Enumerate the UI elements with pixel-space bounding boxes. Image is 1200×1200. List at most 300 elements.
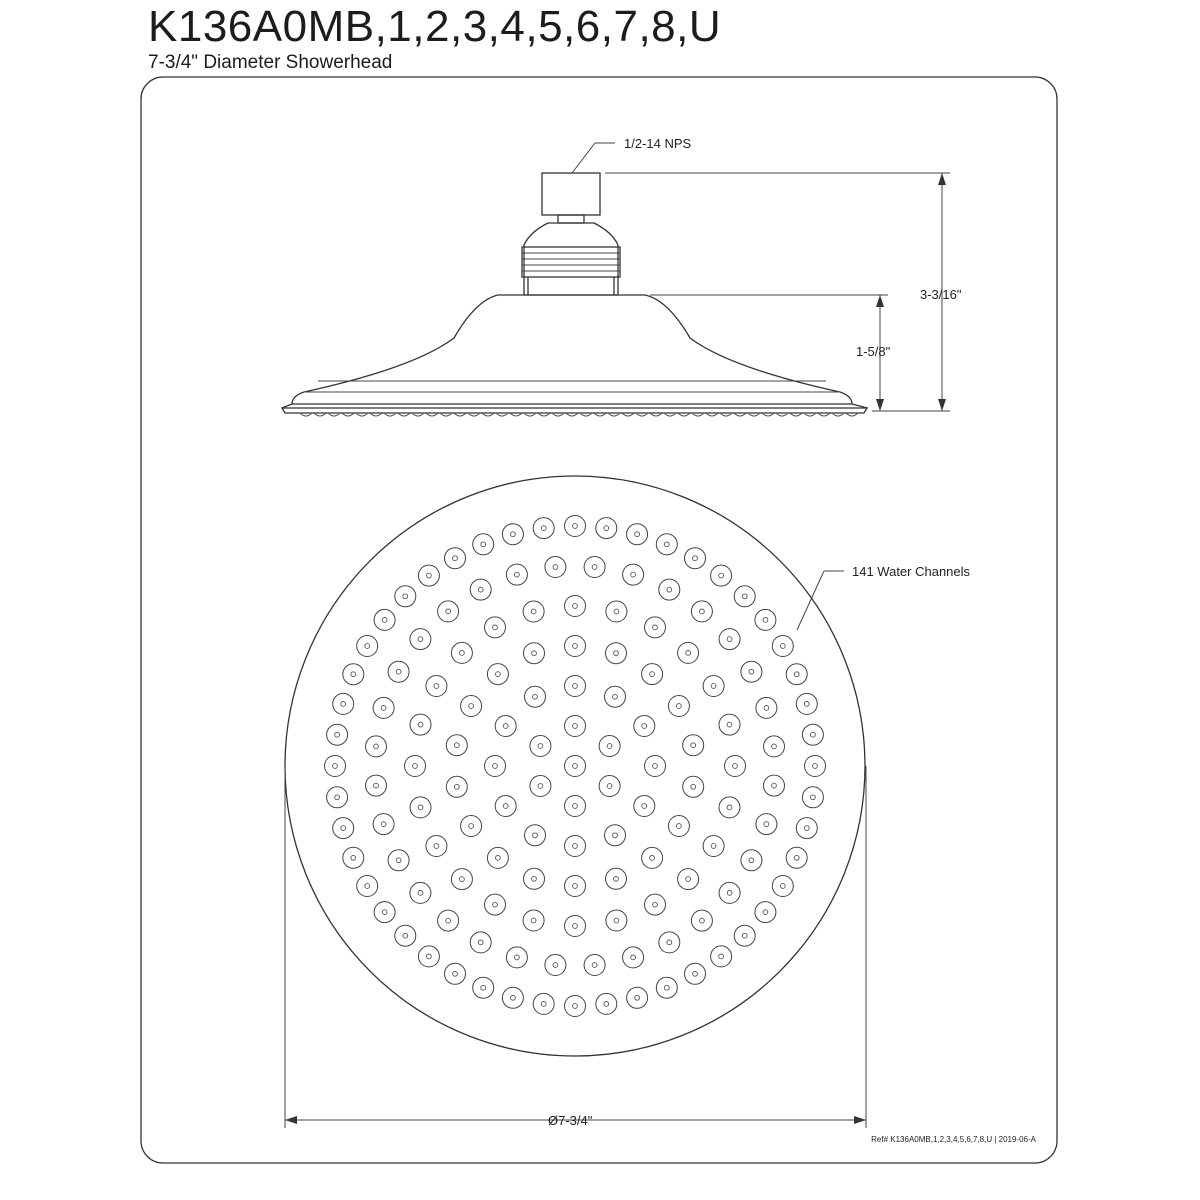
water-channel-nozzle <box>811 732 816 737</box>
water-channel-hole <box>533 993 554 1014</box>
water-channel-hole <box>495 796 516 817</box>
water-channel-hole <box>410 882 431 903</box>
water-channel-nozzle <box>749 858 754 863</box>
face-plate <box>282 408 867 413</box>
water-channel-nozzle <box>691 743 696 748</box>
water-channel-nozzle <box>469 704 474 709</box>
water-channel-hole <box>685 548 706 569</box>
water-channel-hole <box>565 716 586 737</box>
water-channel-nozzle <box>460 877 465 882</box>
water-channel-nozzle <box>418 722 423 727</box>
water-channel-nozzle <box>453 556 458 561</box>
water-channel-nozzle <box>653 764 658 769</box>
water-channel-hole <box>461 816 482 837</box>
water-channel-hole <box>606 910 627 931</box>
water-channel-nozzle <box>719 573 724 578</box>
water-channel-nozzle <box>686 651 691 656</box>
total-height-dimension <box>605 173 962 411</box>
water-channel-nozzle <box>642 724 647 729</box>
water-channel-nozzle <box>727 805 732 810</box>
water-channel-hole <box>333 693 354 714</box>
water-channel-nozzle <box>478 940 483 945</box>
water-channel-nozzle <box>573 884 578 889</box>
water-channel-hole <box>634 716 655 737</box>
water-channel-hole <box>418 565 439 586</box>
connector-collar <box>558 215 584 223</box>
water-channel-hole <box>741 661 762 682</box>
water-channel-hole <box>678 869 699 890</box>
water-channel-nozzle <box>418 637 423 642</box>
water-channel-nozzle <box>553 963 558 968</box>
water-channel-nozzle <box>727 722 732 727</box>
water-channel-hole <box>388 661 409 682</box>
water-channel-hole <box>703 836 724 857</box>
water-channel-nozzle <box>573 724 578 729</box>
water-channel-nozzle <box>533 694 538 699</box>
water-channel-nozzle <box>780 644 785 649</box>
water-channel-hole <box>445 548 466 569</box>
water-channel-hole <box>605 686 626 707</box>
water-channel-nozzle <box>631 955 636 960</box>
water-channel-nozzle <box>614 609 619 614</box>
water-channel-hole <box>683 735 704 756</box>
water-channel-hole <box>565 916 586 937</box>
water-channel-nozzle <box>635 995 640 1000</box>
water-channel-hole <box>445 963 466 984</box>
water-channel-nozzle <box>453 971 458 976</box>
water-channel-nozzle <box>719 954 724 959</box>
water-channel-nozzle <box>573 924 578 929</box>
water-channel-hole <box>461 696 482 717</box>
water-channel-hole <box>719 629 740 650</box>
water-channel-nozzle <box>351 855 356 860</box>
water-channel-nozzle <box>381 822 386 827</box>
water-channel-hole <box>623 564 644 585</box>
water-channel-nozzle <box>573 804 578 809</box>
water-channel-nozzle <box>434 684 439 689</box>
water-channel-nozzle <box>478 587 483 592</box>
water-channel-hole <box>606 868 627 889</box>
water-channel-hole <box>691 601 712 622</box>
water-channel-hole <box>410 714 431 735</box>
water-channel-hole <box>418 946 439 967</box>
water-channel-hole <box>659 579 680 600</box>
water-channel-hole <box>642 664 663 685</box>
water-channel-nozzle <box>403 933 408 938</box>
water-channel-nozzle <box>531 609 536 614</box>
water-channel-nozzle <box>503 724 508 729</box>
water-channel-hole <box>374 609 395 630</box>
water-channel-hole <box>530 776 551 797</box>
water-channel-hole <box>642 847 663 868</box>
water-channel-hole <box>741 850 762 871</box>
water-channel-hole <box>485 617 506 638</box>
water-channel-nozzle <box>613 694 618 699</box>
water-channel-hole <box>388 850 409 871</box>
thread-label: 1/2-14 NPS <box>624 136 692 151</box>
water-channel-hole <box>366 775 387 796</box>
water-channel-hole <box>786 847 807 868</box>
water-channel-hole <box>373 697 394 718</box>
water-channel-nozzle <box>333 764 338 769</box>
water-channel-hole <box>343 847 364 868</box>
water-channel-hole <box>627 524 648 545</box>
water-channel-hole <box>525 825 546 846</box>
water-channel-hole <box>357 636 378 657</box>
water-channel-hole <box>584 557 605 578</box>
water-channel-nozzle <box>677 824 682 829</box>
water-channel-nozzle <box>677 704 682 709</box>
water-channel-hole <box>374 902 395 923</box>
water-channel-nozzle <box>573 524 578 529</box>
water-channel-hole <box>565 796 586 817</box>
water-channel-hole <box>438 910 459 931</box>
water-channel-nozzle <box>403 594 408 599</box>
drawing-frame <box>141 77 1057 1163</box>
water-channel-nozzle <box>573 764 578 769</box>
water-channel-nozzle <box>496 856 501 861</box>
water-channel-hole <box>734 586 755 607</box>
water-channel-nozzle <box>749 669 754 674</box>
water-channel-hole <box>523 601 544 622</box>
water-channel-hole <box>596 518 617 539</box>
water-channel-hole <box>405 756 426 777</box>
water-channel-nozzle <box>396 669 401 674</box>
water-channel-hole <box>343 664 364 685</box>
water-channel-nozzle <box>592 565 597 570</box>
water-channel-hole <box>533 518 554 539</box>
water-channel-nozzle <box>613 833 618 838</box>
water-channel-nozzle <box>604 526 609 531</box>
water-channel-nozzle <box>667 940 672 945</box>
water-channel-hole <box>485 756 506 777</box>
water-channel-nozzle <box>351 672 356 677</box>
water-channel-nozzle <box>538 744 543 749</box>
water-channel-nozzle <box>813 764 818 769</box>
water-channel-nozzle <box>573 844 578 849</box>
water-channel-nozzle <box>532 876 537 881</box>
water-channel-nozzle <box>481 542 486 547</box>
water-channel-hole <box>565 836 586 857</box>
water-channel-hole <box>734 925 755 946</box>
water-channel-hole <box>596 993 617 1014</box>
water-channel-hole <box>495 716 516 737</box>
water-channel-hole <box>410 629 431 650</box>
water-channel-nozzle <box>454 743 459 748</box>
water-channel-hole <box>565 636 586 657</box>
water-channel-nozzle <box>381 706 386 711</box>
water-channel-nozzle <box>413 764 418 769</box>
water-channel-nozzle <box>604 1002 609 1007</box>
water-channel-hole <box>656 977 677 998</box>
water-channel-nozzle <box>511 995 516 1000</box>
water-channel-nozzle <box>711 844 716 849</box>
water-channel-nozzle <box>341 702 346 707</box>
water-channel-hole <box>645 756 666 777</box>
water-channel-hole <box>366 736 387 757</box>
water-channel-hole <box>373 814 394 835</box>
water-channel-nozzle <box>804 702 809 707</box>
water-channel-nozzle <box>382 618 387 623</box>
water-channel-nozzle <box>700 918 705 923</box>
water-channel-hole <box>395 586 416 607</box>
water-channel-hole <box>645 617 666 638</box>
water-channel-nozzle <box>772 744 777 749</box>
water-channel-hole <box>530 736 551 757</box>
head-height-label: 1-5/8" <box>856 344 891 359</box>
water-channel-hole <box>584 955 605 976</box>
water-channel-hole <box>502 524 523 545</box>
water-channel-nozzle <box>650 856 655 861</box>
water-channel-nozzle <box>607 784 612 789</box>
water-channel-nozzle <box>481 985 486 990</box>
water-channel-nozzle <box>653 902 658 907</box>
water-channel-nozzle <box>335 732 340 737</box>
water-channel-hole <box>487 847 508 868</box>
water-channel-nozzle <box>642 804 647 809</box>
water-channel-nozzle <box>446 918 451 923</box>
water-channel-nozzle <box>533 833 538 838</box>
water-channel-hole <box>719 714 740 735</box>
water-channel-hole <box>426 676 447 697</box>
water-channel-hole <box>506 947 527 968</box>
water-channel-hole <box>395 925 416 946</box>
diameter-label: Ø7-3/4" <box>548 1113 593 1128</box>
model-title: K136A0MB,1,2,3,4,5,6,7,8,U <box>148 2 722 51</box>
diameter-dimension <box>285 766 866 1128</box>
water-channel-nozzle <box>592 963 597 968</box>
water-channel-hole <box>756 814 777 835</box>
water-channel-nozzle <box>804 826 809 831</box>
water-channel-nozzle <box>418 805 423 810</box>
water-channel-hole <box>599 776 620 797</box>
water-channel-hole <box>786 664 807 685</box>
water-channels <box>325 516 826 1017</box>
water-channel-hole <box>485 894 506 915</box>
water-channel-nozzle <box>541 1002 546 1007</box>
knurled-ring <box>522 247 620 277</box>
water-channel-nozzle <box>614 651 619 656</box>
water-channel-nozzle <box>742 933 747 938</box>
water-channel-nozzle <box>446 609 451 614</box>
water-channel-hole <box>645 894 666 915</box>
water-channel-nozzle <box>686 877 691 882</box>
water-channel-hole <box>451 642 472 663</box>
water-channel-nozzle <box>427 954 432 959</box>
water-channel-nozzle <box>664 985 669 990</box>
water-channel-hole <box>659 932 680 953</box>
water-channel-nozzle <box>553 565 558 570</box>
water-channel-nozzle <box>341 826 346 831</box>
water-channel-hole <box>565 676 586 697</box>
face-circle <box>285 476 865 1056</box>
water-channel-nozzle <box>727 637 732 642</box>
water-channel-nozzle <box>631 572 636 577</box>
water-channel-hole <box>796 818 817 839</box>
water-channel-hole <box>764 775 785 796</box>
water-channel-hole <box>656 534 677 555</box>
water-channel-nozzle <box>614 876 619 881</box>
water-channel-nozzle <box>794 855 799 860</box>
water-channel-hole <box>756 697 777 718</box>
water-channel-nozzle <box>693 971 698 976</box>
water-channel-nozzle <box>573 644 578 649</box>
water-channel-hole <box>685 963 706 984</box>
water-channel-hole <box>506 564 527 585</box>
water-channel-hole <box>755 902 776 923</box>
water-channel-nozzle <box>515 955 520 960</box>
water-channels-label: 141 Water Channels <box>852 564 971 579</box>
water-channel-nozzle <box>538 784 543 789</box>
water-channel-hole <box>333 818 354 839</box>
water-channel-hole <box>772 876 793 897</box>
knurl-lines <box>522 253 620 271</box>
water-channel-nozzle <box>691 784 696 789</box>
water-channel-nozzle <box>711 684 716 689</box>
water-channel-hole <box>606 601 627 622</box>
water-channel-hole <box>473 977 494 998</box>
water-channel-hole <box>523 910 544 931</box>
water-channel-nozzle <box>700 609 705 614</box>
water-channel-nozzle <box>496 672 501 677</box>
water-channel-nozzle <box>418 891 423 896</box>
water-channel-nozzle <box>794 672 799 677</box>
water-channel-nozzle <box>764 822 769 827</box>
water-channel-hole <box>525 686 546 707</box>
water-channel-nozzle <box>763 618 768 623</box>
water-channel-hole <box>545 557 566 578</box>
water-channel-nozzle <box>469 824 474 829</box>
water-channel-hole <box>599 736 620 757</box>
water-channel-nozzle <box>434 844 439 849</box>
water-channel-nozzle <box>460 651 465 656</box>
water-channel-hole <box>683 776 704 797</box>
water-channel-hole <box>438 601 459 622</box>
water-channel-hole <box>451 869 472 890</box>
water-channel-nozzle <box>532 651 537 656</box>
water-channel-nozzle <box>635 532 640 537</box>
water-channel-nozzle <box>764 706 769 711</box>
showerhead-dome <box>292 295 852 404</box>
water-channel-hole <box>325 756 346 777</box>
water-channel-hole <box>627 987 648 1008</box>
water-channel-nozzle <box>667 587 672 592</box>
water-channel-nozzle <box>365 884 370 889</box>
water-channel-hole <box>426 836 447 857</box>
water-channel-hole <box>711 946 732 967</box>
water-channel-hole <box>565 996 586 1017</box>
water-channel-hole <box>605 825 626 846</box>
water-channel-nozzle <box>541 526 546 531</box>
water-channel-hole <box>446 776 467 797</box>
water-channel-nozzle <box>427 573 432 578</box>
water-channel-nozzle <box>607 744 612 749</box>
water-channel-hole <box>703 676 724 697</box>
water-channel-hole <box>565 516 586 537</box>
water-channel-hole <box>524 868 545 889</box>
water-channel-hole <box>565 876 586 897</box>
showerhead-front-view <box>285 476 865 1056</box>
water-channel-hole <box>755 609 776 630</box>
water-channel-hole <box>606 643 627 664</box>
water-channel-hole <box>802 724 823 745</box>
water-channel-hole <box>805 756 826 777</box>
water-channel-hole <box>446 735 467 756</box>
water-channel-nozzle <box>573 604 578 609</box>
water-channel-hole <box>487 664 508 685</box>
water-channel-hole <box>623 947 644 968</box>
drawing-reference: Ref# K136A0MB,1,2,3,4,5,6,7,8,U | 2019-06-A <box>871 1135 1036 1144</box>
water-channel-hole <box>711 565 732 586</box>
water-channel-nozzle <box>374 783 379 788</box>
water-channel-hole <box>764 736 785 757</box>
water-channel-nozzle <box>733 764 738 769</box>
water-channel-nozzle <box>396 858 401 863</box>
water-channel-hole <box>327 787 348 808</box>
water-channel-hole <box>524 643 545 664</box>
water-channel-nozzle <box>515 572 520 577</box>
water-channel-hole <box>470 579 491 600</box>
water-channel-nozzle <box>503 804 508 809</box>
water-channel-nozzle <box>382 910 387 915</box>
thread-callout <box>572 136 692 173</box>
water-channel-hole <box>565 596 586 617</box>
water-channel-nozzle <box>664 542 669 547</box>
water-channel-nozzle <box>493 902 498 907</box>
connector-nut <box>542 173 600 215</box>
water-channel-nozzle <box>614 918 619 923</box>
water-channel-hole <box>357 876 378 897</box>
water-channel-hole <box>691 910 712 931</box>
water-channel-nozzle <box>811 795 816 800</box>
water-channel-hole <box>802 787 823 808</box>
water-channel-nozzle <box>374 744 379 749</box>
water-channel-hole <box>327 724 348 745</box>
head-height-dimension <box>650 295 891 411</box>
water-channel-nozzle <box>511 532 516 537</box>
water-channel-nozzle <box>493 625 498 630</box>
water-channel-hole <box>410 797 431 818</box>
water-channel-hole <box>719 797 740 818</box>
water-channel-hole <box>473 534 494 555</box>
water-channel-hole <box>772 636 793 657</box>
water-channel-nozzle <box>573 684 578 689</box>
water-channel-hole <box>725 756 746 777</box>
water-channel-hole <box>634 796 655 817</box>
water-channel-hole <box>470 932 491 953</box>
water-channel-nozzle <box>653 625 658 630</box>
water-channel-nozzle <box>573 1004 578 1009</box>
water-channel-nozzle <box>727 891 732 896</box>
water-channel-hole <box>668 696 689 717</box>
product-description: 7-3/4" Diameter Showerhead <box>148 52 393 73</box>
water-channel-nozzle <box>693 556 698 561</box>
water-channels-callout <box>797 564 971 630</box>
water-channel-nozzle <box>335 795 340 800</box>
water-channel-nozzle <box>493 764 498 769</box>
total-height-label: 3-3/16" <box>920 287 962 302</box>
water-channel-hole <box>565 756 586 777</box>
water-channel-nozzle <box>742 594 747 599</box>
water-channel-hole <box>719 882 740 903</box>
water-channel-nozzle <box>763 910 768 915</box>
water-channel-nozzle <box>772 783 777 788</box>
water-channel-hole <box>796 693 817 714</box>
water-channel-hole <box>545 955 566 976</box>
water-channel-hole <box>502 987 523 1008</box>
water-channel-nozzle <box>454 784 459 789</box>
water-channel-nozzle <box>780 884 785 889</box>
